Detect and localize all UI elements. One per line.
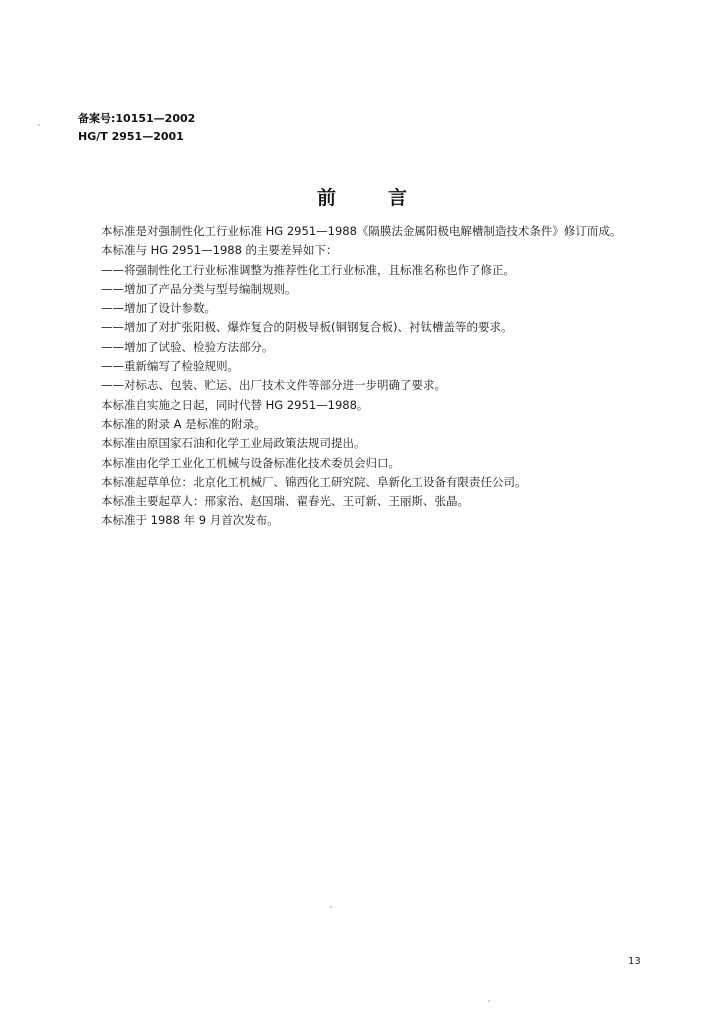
- document-header: [78, 110, 195, 146]
- list-item: ——增加了产品分类与型号编制规则。: [101, 281, 297, 296]
- paragraph-drafters: 本标准主要起草人：邢家治、赵国瑞、翟春光、王可新、王丽斯、张晶。: [101, 494, 469, 509]
- title-char-2: 言: [388, 187, 408, 209]
- standard-code: HG/T 2951—2001: [78, 130, 184, 143]
- list-item: ——增加了对扩张阳极、爆炸复合的阴极导板(铜钢复合板)、衬钛槽盖等的要求。: [101, 320, 513, 335]
- scan-speck: [38, 124, 40, 126]
- paragraph-differences-lead: 本标准与 HG 2951—1988 的主要差异如下：: [101, 243, 338, 258]
- scan-speck: [330, 906, 332, 908]
- foreword-body: [78, 222, 648, 531]
- scan-speck: [488, 1000, 490, 1002]
- list-item: ——对标志、包装、贮运、出厂技术文件等部分进一步明确了要求。: [101, 378, 446, 393]
- page-number: 13: [628, 956, 641, 967]
- list-item: ——将强制性化工行业标准调整为推荐性化工行业标准，且标准名称也作了修正。: [101, 262, 515, 277]
- list-item: ——重新编写了检验规则。: [101, 359, 239, 374]
- title-char-1: 前: [316, 187, 336, 209]
- paragraph-intro: 本标准是对强制性化工行业标准 HG 2951—1988《隔膜法金属阳极电解槽制造技术条件》修订而成。: [101, 224, 622, 238]
- page-title: [0, 183, 724, 210]
- list-item: ——增加了试验、检验方法部分。: [101, 339, 274, 354]
- paragraph-appendix: 本标准的附录 A 是标准的附录。: [101, 416, 266, 431]
- paragraph-committee: 本标准由化学工业化工机械与设备标准化技术委员会归口。: [101, 455, 400, 470]
- list-item: ——增加了设计参数。: [101, 301, 216, 316]
- record-number: 备案号:10151—2002: [78, 112, 196, 125]
- paragraph-first-release: 本标准于 1988 年 9 月首次发布。: [101, 513, 279, 528]
- paragraph-replacement: 本标准自实施之日起，同时代替 HG 2951—1988。: [101, 397, 369, 412]
- paragraph-proposer: 本标准由原国家石油和化学工业局政策法规司提出。: [101, 436, 366, 451]
- paragraph-drafting-units: 本标准起草单位：北京化工机械厂、锦西化工研究院、阜新化工设备有限责任公司。: [101, 474, 527, 489]
